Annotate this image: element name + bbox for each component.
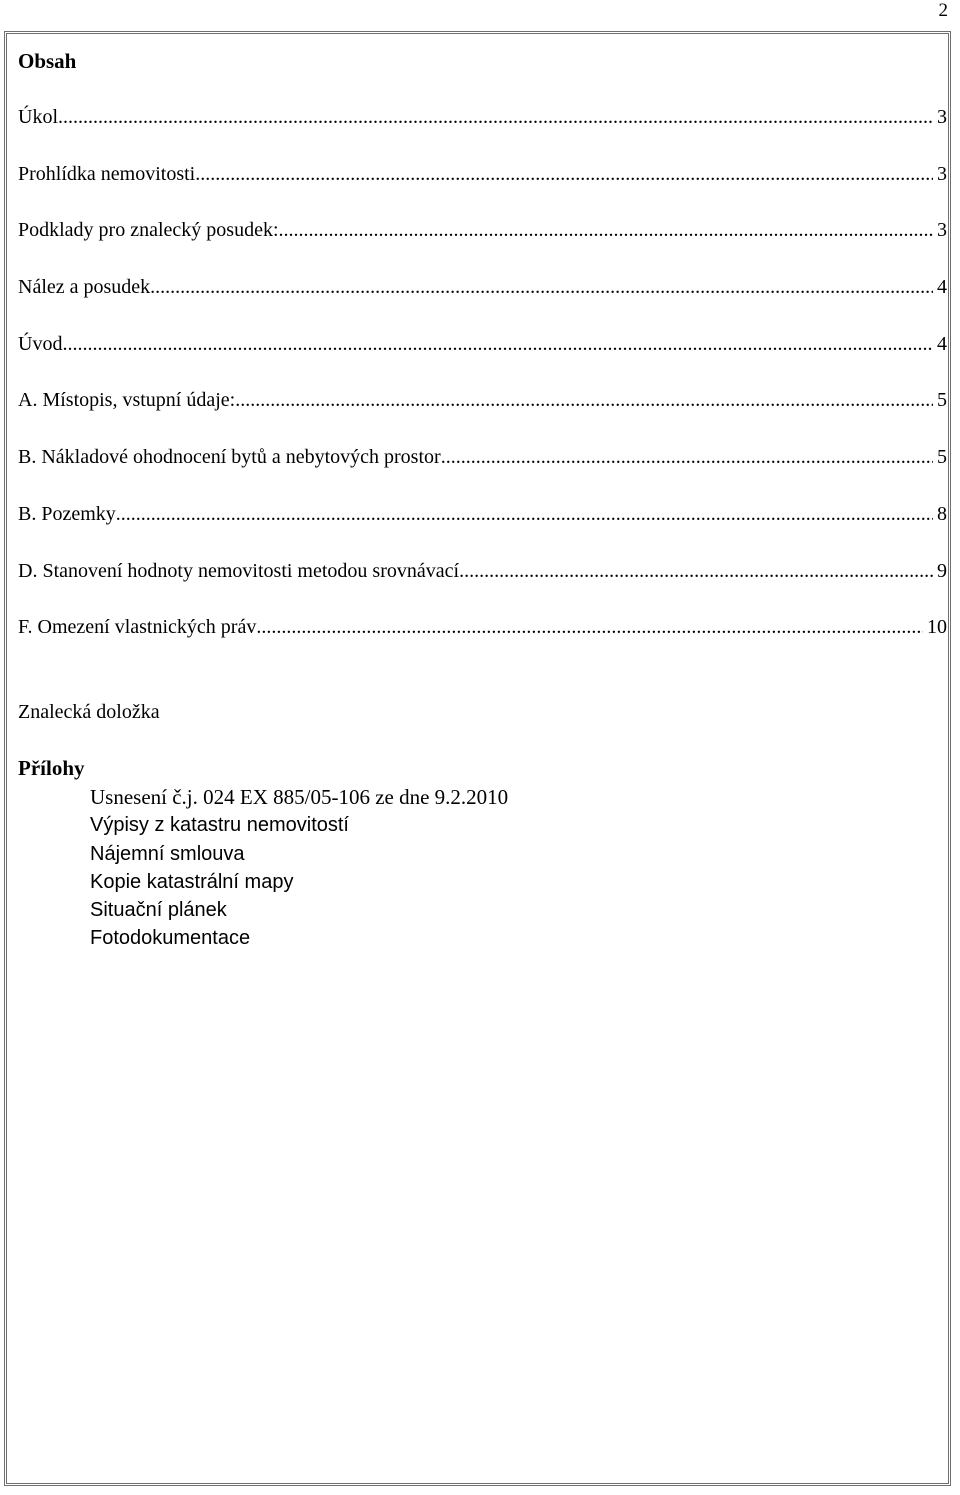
toc-entry-label: B. Pozemky: [18, 502, 116, 525]
toc-entry-page: 3: [937, 162, 947, 185]
toc-entry-page: 4: [937, 332, 947, 355]
toc-entry-label: Úvod: [18, 332, 63, 355]
toc-leader-dots: [62, 330, 933, 358]
toc-leader-dots: [441, 443, 933, 471]
toc-entry-label: F. Omezení vlastnických práv: [18, 616, 257, 639]
toc-entry[interactable]: [18, 273, 947, 330]
toc-entry-label: D. Stanovení hodnoty nemovitosti metodou srovnávací: [18, 559, 460, 582]
toc-leader-dots: [116, 500, 933, 528]
toc-entry-label: Úkol: [18, 106, 58, 128]
toc-entry-page: 5: [937, 389, 947, 412]
toc-leader-dots: [58, 103, 933, 131]
appendix-item: Kopie katastrální mapy: [90, 870, 294, 893]
appendix-item: Nájemní smlouva: [90, 842, 245, 865]
appendix-item: Situační plánek: [90, 899, 227, 922]
table-of-contents: [18, 103, 947, 670]
toc-entry-label: Prohlídka nemovitosti: [18, 162, 196, 185]
toc-entry-page: 9: [937, 559, 947, 582]
appendix-item: Fotodokumentace: [90, 927, 251, 950]
toc-entry[interactable]: [18, 557, 947, 614]
toc-entry[interactable]: [18, 330, 947, 387]
toc-entry-label: A. Místopis, vstupní údaje:: [18, 389, 236, 412]
toc-leader-dots: [459, 557, 933, 585]
toc-entry-page: 3: [937, 106, 947, 128]
toc-entry-label: Podklady pro znalecký posudek:: [18, 219, 279, 242]
toc-title: Obsah: [18, 49, 77, 73]
toc-entry[interactable]: [18, 160, 947, 217]
toc-leader-dots: [279, 216, 934, 244]
appendices-title: Přílohy: [18, 756, 85, 780]
toc-entry[interactable]: [18, 613, 947, 670]
toc-entry[interactable]: [18, 386, 947, 443]
toc-entry-label: Nález a posudek: [18, 276, 151, 299]
toc-entry[interactable]: [18, 443, 947, 500]
toc-entry-page: 3: [937, 219, 947, 242]
appendix-item: Usnesení č.j. 024 EX 885/05-106 ze dne 9.2.2010: [90, 785, 509, 809]
toc-entry[interactable]: [18, 216, 947, 273]
expert-clause: Znalecká doložka: [18, 701, 160, 723]
toc-entry-label: B. Nákladové ohodnocení bytů a nebytových prostor: [18, 446, 441, 469]
toc-entry-page: 8: [937, 502, 947, 525]
toc-entry-page: 10: [927, 616, 947, 639]
toc-entry-page: 5: [937, 446, 947, 469]
appendices-list: [90, 783, 508, 953]
toc-leader-dots: [195, 160, 933, 188]
toc-entry[interactable]: [18, 500, 947, 557]
appendix-item: Výpisy z katastru nemovitostí: [90, 814, 349, 837]
toc-entry[interactable]: [18, 103, 947, 160]
page-number: 2: [938, 0, 948, 21]
toc-entry-page: 4: [937, 276, 947, 299]
toc-leader-dots: [150, 273, 933, 301]
toc-leader-dots: [256, 613, 923, 641]
toc-leader-dots: [235, 386, 933, 414]
